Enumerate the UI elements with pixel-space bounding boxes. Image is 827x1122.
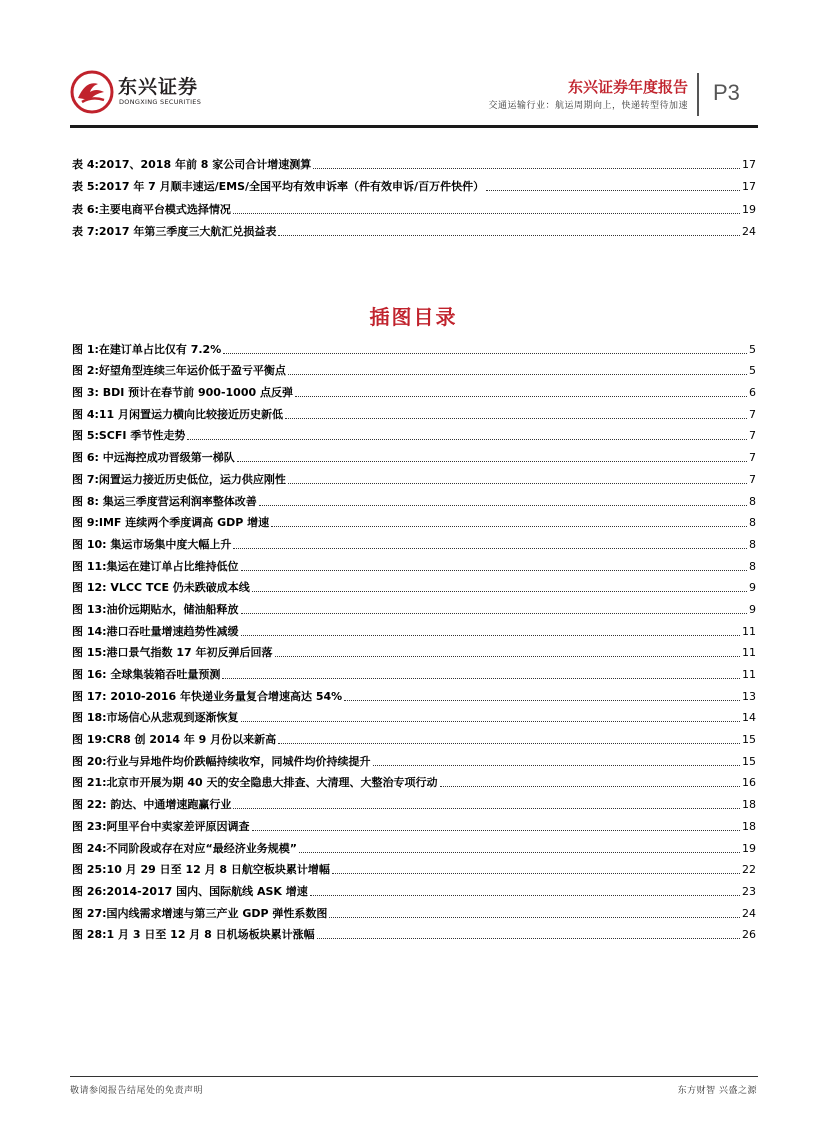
figure-toc-row[interactable] xyxy=(72,400,756,422)
toc-entry-label: 图 5:SCFI 季节性走势 xyxy=(72,429,186,443)
toc-entry-label: 图 12: VLCC TCE 仍未跌破成本线 xyxy=(72,581,250,595)
figure-toc-row[interactable] xyxy=(72,899,756,921)
toc-dot-leader xyxy=(344,700,740,701)
toc-entry-page: 15 xyxy=(742,754,756,768)
toc-entry-page: 14 xyxy=(742,711,756,725)
header-divider xyxy=(697,73,699,116)
toc-entry-page: 8 xyxy=(749,537,756,551)
report-title: 东兴证券年度报告 xyxy=(567,78,688,96)
figure-toc-row[interactable] xyxy=(72,509,756,531)
toc-entry-page: 24 xyxy=(742,906,756,920)
toc-dot-leader xyxy=(222,678,740,679)
toc-entry-page: 18 xyxy=(742,819,756,833)
figure-toc-row[interactable] xyxy=(72,530,756,552)
toc-entry-page: 9 xyxy=(749,602,756,616)
toc-entry-label: 图 3: BDI 预计在春节前 900-1000 点反弹 xyxy=(72,386,293,400)
toc-entry-page: 24 xyxy=(742,225,756,238)
toc-entry-label: 图 11:集运在建订单占比维持低位 xyxy=(72,559,239,573)
figure-toc-row[interactable] xyxy=(72,812,756,834)
toc-entry-label: 图 27:国内线需求增速与第三产业 GDP 弹性系数图 xyxy=(72,906,328,920)
figure-toc-row[interactable] xyxy=(72,335,756,357)
toc-entry-label: 图 9:IMF 连续两个季度调高 GDP 增速 xyxy=(72,516,270,530)
toc-entry-page: 9 xyxy=(749,581,756,595)
toc-entry-page: 19 xyxy=(742,841,756,855)
toc-dot-leader xyxy=(241,721,740,722)
footer-disclaimer: 敬请参阅报告结尾处的免责声明 xyxy=(70,1086,204,1096)
toc-dot-leader xyxy=(237,461,747,462)
page-number: P3 xyxy=(713,80,740,105)
toc-entry-label: 表 5:2017 年 7 月顺丰速运/EMS/全国平均有效申诉率（件有效申诉/百万件快件） xyxy=(72,180,485,193)
figure-toc-row[interactable] xyxy=(72,617,756,639)
figures-list xyxy=(72,335,756,942)
figure-toc-row[interactable] xyxy=(72,704,756,726)
toc-entry-page: 8 xyxy=(749,559,756,573)
toc-entry-page: 23 xyxy=(742,884,756,898)
toc-entry-label: 图 20:行业与异地件均价跌幅持续收窄，同城件均价持续提升 xyxy=(72,754,371,768)
toc-dot-leader xyxy=(259,505,747,506)
table-toc-row[interactable] xyxy=(72,172,756,195)
toc-entry-page: 7 xyxy=(749,451,756,465)
toc-entry-label: 图 23:阿里平台中卖家差评原因调查 xyxy=(72,819,250,833)
footer-slogan: 东方财智 兴盛之源 xyxy=(677,1086,757,1096)
toc-entry-label: 图 1:在建订单占比仅有 7.2% xyxy=(72,342,222,356)
tables-list xyxy=(72,149,756,239)
table-toc-row[interactable] xyxy=(72,217,756,240)
toc-entry-label: 图 10: 集运市场集中度大幅上升 xyxy=(72,537,232,551)
toc-entry-label: 图 26:2014-2017 国内、国际航线 ASK 增速 xyxy=(72,884,308,898)
toc-entry-page: 11 xyxy=(742,646,756,660)
toc-entry-page: 7 xyxy=(749,407,756,421)
toc-entry-label: 表 7:2017 年第三季度三大航汇兑损益表 xyxy=(72,225,277,238)
toc-dot-leader xyxy=(252,591,747,592)
toc-entry-label: 图 21:北京市开展为期 40 天的安全隐患大排查、大清理、大整治专项行动 xyxy=(72,776,438,790)
figure-toc-row[interactable] xyxy=(72,877,756,899)
toc-dot-leader xyxy=(295,396,747,397)
logo-mark-icon xyxy=(70,70,114,114)
logo-chinese-name: 东兴证券 xyxy=(118,76,199,98)
toc-entry-label: 图 17: 2010-2016 年快递业务量复合增速高达 54% xyxy=(72,689,343,703)
toc-entry-page: 22 xyxy=(742,863,756,877)
toc-entry-page: 11 xyxy=(742,668,756,681)
toc-entry-page: 6 xyxy=(749,386,756,400)
toc-dot-leader xyxy=(317,938,740,939)
toc-entry-page: 8 xyxy=(749,516,756,530)
toc-entry-page: 5 xyxy=(749,342,756,356)
toc-entry-page: 16 xyxy=(742,776,756,790)
figures-section-title: 插图目录 xyxy=(369,305,458,329)
toc-dot-leader xyxy=(288,374,747,375)
figure-toc-row[interactable] xyxy=(72,747,756,769)
figure-toc-row[interactable] xyxy=(72,769,756,791)
figure-toc-row[interactable] xyxy=(72,552,756,574)
report-subtitle: 交通运输行业：航运周期向上，快递转型待加速 xyxy=(488,101,688,111)
toc-dot-leader xyxy=(486,190,740,191)
toc-dot-leader xyxy=(233,548,747,549)
toc-dot-leader xyxy=(233,213,740,214)
toc-entry-label: 图 13:油价远期贴水，储油船释放 xyxy=(72,602,239,616)
toc-dot-leader xyxy=(241,570,747,571)
toc-entry-page: 26 xyxy=(742,928,756,942)
toc-dot-leader xyxy=(332,873,740,874)
figure-toc-row[interactable] xyxy=(72,595,756,617)
toc-entry-label: 图 6: 中远海控成功晋级第一梯队 xyxy=(72,451,235,465)
toc-entry-label: 图 18:市场信心从悲观到逐渐恢复 xyxy=(72,711,239,725)
toc-entry-page: 8 xyxy=(749,494,756,508)
toc-entry-label: 图 2:好望角型连续三年运价低于盈亏平衡点 xyxy=(72,364,286,378)
toc-dot-leader xyxy=(278,743,740,744)
table-toc-row[interactable] xyxy=(72,149,756,172)
figure-toc-row[interactable] xyxy=(72,378,756,400)
toc-entry-page: 11 xyxy=(742,624,756,638)
figure-toc-row[interactable] xyxy=(72,443,756,465)
toc-entry-label: 图 4:11 月闲置运力横向比较接近历史新低 xyxy=(72,407,284,421)
toc-entry-label: 图 15:港口景气指数 17 年初反弹后回落 xyxy=(72,646,273,660)
toc-dot-leader xyxy=(278,235,740,236)
toc-dot-leader xyxy=(288,483,747,484)
toc-entry-label: 表 4:2017、2018 年前 8 家公司合计增速测算 xyxy=(72,157,312,171)
figure-toc-row[interactable] xyxy=(72,487,756,509)
figure-toc-row[interactable] xyxy=(72,921,756,943)
table-toc-row[interactable] xyxy=(72,194,756,217)
figure-toc-row[interactable] xyxy=(72,574,756,596)
toc-entry-page: 15 xyxy=(742,733,756,747)
toc-entry-page: 17 xyxy=(742,180,756,193)
toc-dot-leader xyxy=(233,808,740,809)
toc-dot-leader xyxy=(187,439,747,440)
figure-toc-row[interactable] xyxy=(72,422,756,444)
logo-english-name: DONGXING SECURITIES xyxy=(119,98,202,106)
toc-entry-page: 18 xyxy=(742,798,756,812)
toc-entry-label: 表 6:主要电商平台模式选择情况 xyxy=(72,202,231,216)
page-header xyxy=(0,0,827,130)
footer-rule xyxy=(70,1076,758,1077)
toc-entry-label: 图 24:不同阶段或存在对应“最经济业务规模” xyxy=(72,841,297,855)
toc-entry-label: 图 25:10 月 29 日至 12 月 8 日航空板块累计增幅 xyxy=(72,863,330,877)
figure-toc-row[interactable] xyxy=(72,725,756,747)
toc-entry-page: 17 xyxy=(742,157,756,171)
toc-entry-page: 7 xyxy=(749,472,756,486)
toc-dot-leader xyxy=(223,353,747,354)
header-rule xyxy=(70,125,758,128)
toc-entry-page: 7 xyxy=(749,429,756,443)
figure-toc-row[interactable] xyxy=(72,834,756,856)
figure-toc-row[interactable] xyxy=(72,465,756,487)
toc-entry-label: 图 14:港口吞吐量增速趋势性减缓 xyxy=(72,624,239,638)
toc-dot-leader xyxy=(252,830,740,831)
figure-toc-row[interactable] xyxy=(72,357,756,379)
toc-entry-page: 13 xyxy=(742,689,756,703)
toc-dot-leader xyxy=(299,852,740,853)
toc-dot-leader xyxy=(313,168,740,169)
figure-toc-row[interactable] xyxy=(72,660,756,682)
toc-dot-leader xyxy=(373,765,740,766)
toc-dot-leader xyxy=(310,895,740,896)
toc-entry-label: 图 16: 全球集装箱吞吐量预测 xyxy=(72,668,221,681)
toc-entry-label: 图 19:CR8 创 2014 年 9 月份以来新高 xyxy=(72,733,277,747)
toc-dot-leader xyxy=(440,786,740,787)
toc-entry-label: 图 7:闲置运力接近历史低位，运力供应刚性 xyxy=(72,472,286,486)
figure-toc-row[interactable] xyxy=(72,790,756,812)
toc-entry-label: 图 8: 集运三季度营运利润率整体改善 xyxy=(72,494,257,508)
toc-dot-leader xyxy=(275,656,740,657)
toc-entry-page: 5 xyxy=(749,364,756,378)
toc-dot-leader xyxy=(241,613,747,614)
figure-toc-row[interactable] xyxy=(72,856,756,878)
toc-entry-label: 图 28:1 月 3 日至 12 月 8 日机场板块累计涨幅 xyxy=(72,928,315,942)
toc-dot-leader xyxy=(271,526,747,527)
figure-toc-row[interactable] xyxy=(72,682,756,704)
company-logo xyxy=(70,70,230,114)
toc-dot-leader xyxy=(285,418,747,419)
toc-dot-leader xyxy=(329,917,740,918)
toc-dot-leader xyxy=(241,635,740,636)
toc-entry-page: 19 xyxy=(742,202,756,216)
toc-entry-label: 图 22: 韵达、中通增速跑赢行业 xyxy=(72,798,232,812)
figure-toc-row[interactable] xyxy=(72,639,756,661)
